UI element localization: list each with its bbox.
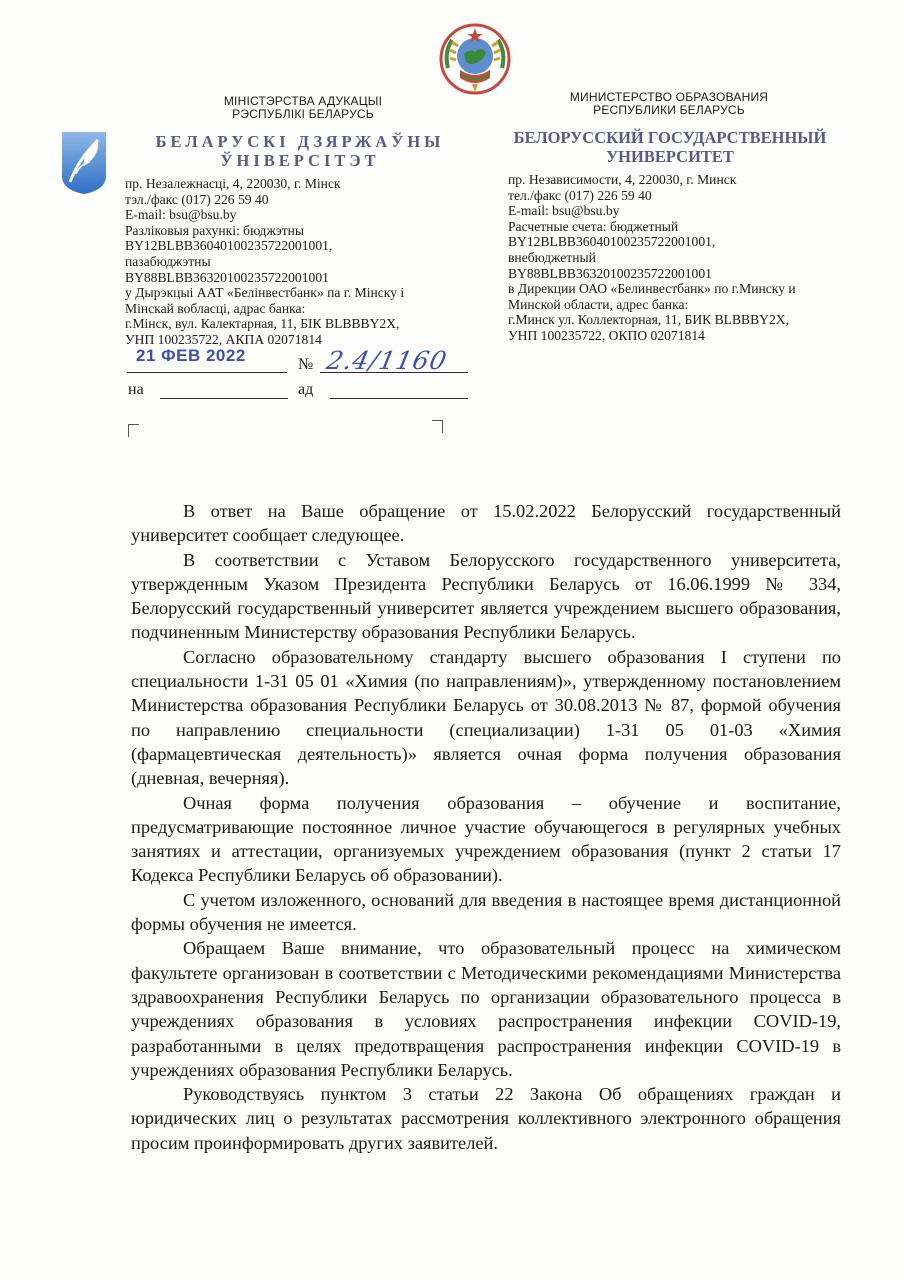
university-title-ru: БЕЛОРУССКИЙ ГОСУДАРСТВЕННЫЙ УНИВЕРСИТЕТ bbox=[513, 128, 827, 166]
requisites-by bbox=[125, 176, 465, 348]
on-label: на bbox=[128, 381, 144, 398]
requisite-line: внебюджетный bbox=[508, 249, 596, 265]
date-stamp: 21 ФЕВ 2022 bbox=[136, 346, 246, 365]
requisite-line: пазабюджэтны bbox=[125, 253, 211, 269]
requisite-line: УНП 100235722, ОКПО 02071814 bbox=[508, 327, 705, 343]
requisite-line: BY88BLBB36320100235722001001 bbox=[125, 269, 329, 285]
requisite-line: BY12BLBB36040100235722001001, bbox=[125, 238, 333, 254]
requisites-ru bbox=[508, 172, 848, 344]
date-field-line bbox=[127, 372, 287, 373]
body-paragraph: Согласно образовательному стандарту высшего образования I ступени по специальности 1-31 05 01 «Химия (по направлениям)», утвержденному постановлением Министерства образования Республики Беларусь от 30.08.2013 № 87, формой обучения по направлению специальности (специализации) 1-31 05 01-03 «Химия (фармацевтическая деятельность)» является очная форма получения образования (дневная, вечерняя). bbox=[131, 646, 841, 789]
state-emblem-icon bbox=[438, 22, 512, 96]
requisite-line: Расчетные счета: бюджетный bbox=[508, 218, 679, 234]
requisite-line: Мінскай вобласці, адрас банка: bbox=[125, 300, 306, 316]
body-paragraph: Очная форма получения образования – обучение и воспитание, предусматривающие постоянное личное участие обучающегося в регулярных учебных занятиях и аттестации, организуемых учреждением образования (пункт 2 статьи 17 Кодекса Республики Беларусь об образовании). bbox=[131, 792, 841, 886]
requisite-line: BY12BLBB36040100235722001001, bbox=[508, 234, 716, 250]
requisite-line: E-mail: bsu@bsu.by bbox=[508, 203, 620, 219]
requisite-line: тел./факс (017) 226 59 40 bbox=[508, 187, 652, 203]
requisite-line: тэл./факс (017) 226 59 40 bbox=[125, 191, 269, 207]
requisite-line: E-mail: bsu@bsu.by bbox=[125, 207, 237, 223]
requisite-line: пр. Независимости, 4, 220030, г. Минск bbox=[508, 172, 737, 187]
from-field-line bbox=[330, 398, 468, 399]
requisite-line: г.Минск ул. Коллекторная, 11, БИК BLBBBY2X, bbox=[508, 312, 790, 328]
university-title-by: БЕЛАРУСКІ ДЗЯРЖАЎНЫ ЎНІВЕРСІТЭТ bbox=[155, 132, 445, 170]
from-label: ад bbox=[298, 381, 314, 398]
body-paragraph: В ответ на Ваше обращение от 15.02.2022 Белорусский государственный университет сообщает следующее. bbox=[131, 501, 841, 546]
body-paragraph: С учетом изложенного, оснований для введения в настоящее время дистанционной формы обучения не имеется. bbox=[131, 889, 841, 935]
ministry-name-ru: МИНИСТЕРСТВО ОБРАЗОВАНИЯ РЕСПУБЛИКИ БЕЛАРУСЬ bbox=[569, 90, 769, 117]
requisite-line: г.Мінск, вул. Калектарная, 11, БІК BLBBBY2X, bbox=[125, 316, 400, 332]
requisite-line: УНП 100235722, АКПА 02071814 bbox=[125, 331, 322, 347]
university-logo-icon bbox=[60, 130, 108, 196]
requisite-line: Разліковыя рахункі: бюджэтны bbox=[125, 222, 305, 238]
letter-body bbox=[131, 499, 841, 1155]
requisite-line: BY88BLBB36320100235722001001 bbox=[508, 265, 712, 281]
requisite-line: у Дырэкцыі ААТ «Белінвестбанк» па г. Мінску і bbox=[125, 285, 405, 301]
number-label: № bbox=[298, 356, 314, 373]
address-corner-right bbox=[432, 420, 443, 433]
address-corner-left bbox=[128, 424, 139, 437]
ministry-name-by: МІНІСТЭРСТВА АДУКАЦЫІ РЭСПУБЛІКІ БЕЛАРУСЬ bbox=[223, 94, 383, 121]
body-paragraph: Руководствуясь пунктом 3 статьи 22 Закона Об обращениях граждан и юридических лиц о результатах рассмотрения коллективного электронного обращения просим проинформировать других заявителей. bbox=[131, 1084, 841, 1153]
body-paragraph: В соответствии с Уставом Белорусского государственного университета, утвержденным Указом Президента Республики Беларусь от 16.06.1999 № 334, Белорусский государственный университет является учреждением высшего образования, подчиненным Министерству образования Республики Беларусь. bbox=[131, 549, 841, 643]
requisite-line: пр. Незалежнасці, 4, 220030, г. Мінск bbox=[125, 176, 341, 191]
requisite-line: в Дирекции ОАО «Белинвестбанк» по г.Минску и bbox=[508, 281, 796, 297]
requisite-line: Минской области, адрес банка: bbox=[508, 296, 689, 312]
body-paragraph: Обращаем Ваше внимание, что образовательный процесс на химическом факультете организован в соответствии с Методическими рекомендациями Министерства здравоохранения Республики Беларусь по организации образовательного процесса в учреждениях образования в условиях распространения инфекции COVID-19, разработанными в целях предотвращения распространения инфекции COVID-19 в учреждениях образования Республики Беларусь. bbox=[131, 938, 841, 1080]
registration-number-handwritten: 2.4/1160 bbox=[323, 346, 450, 375]
on-field-line bbox=[160, 398, 288, 399]
